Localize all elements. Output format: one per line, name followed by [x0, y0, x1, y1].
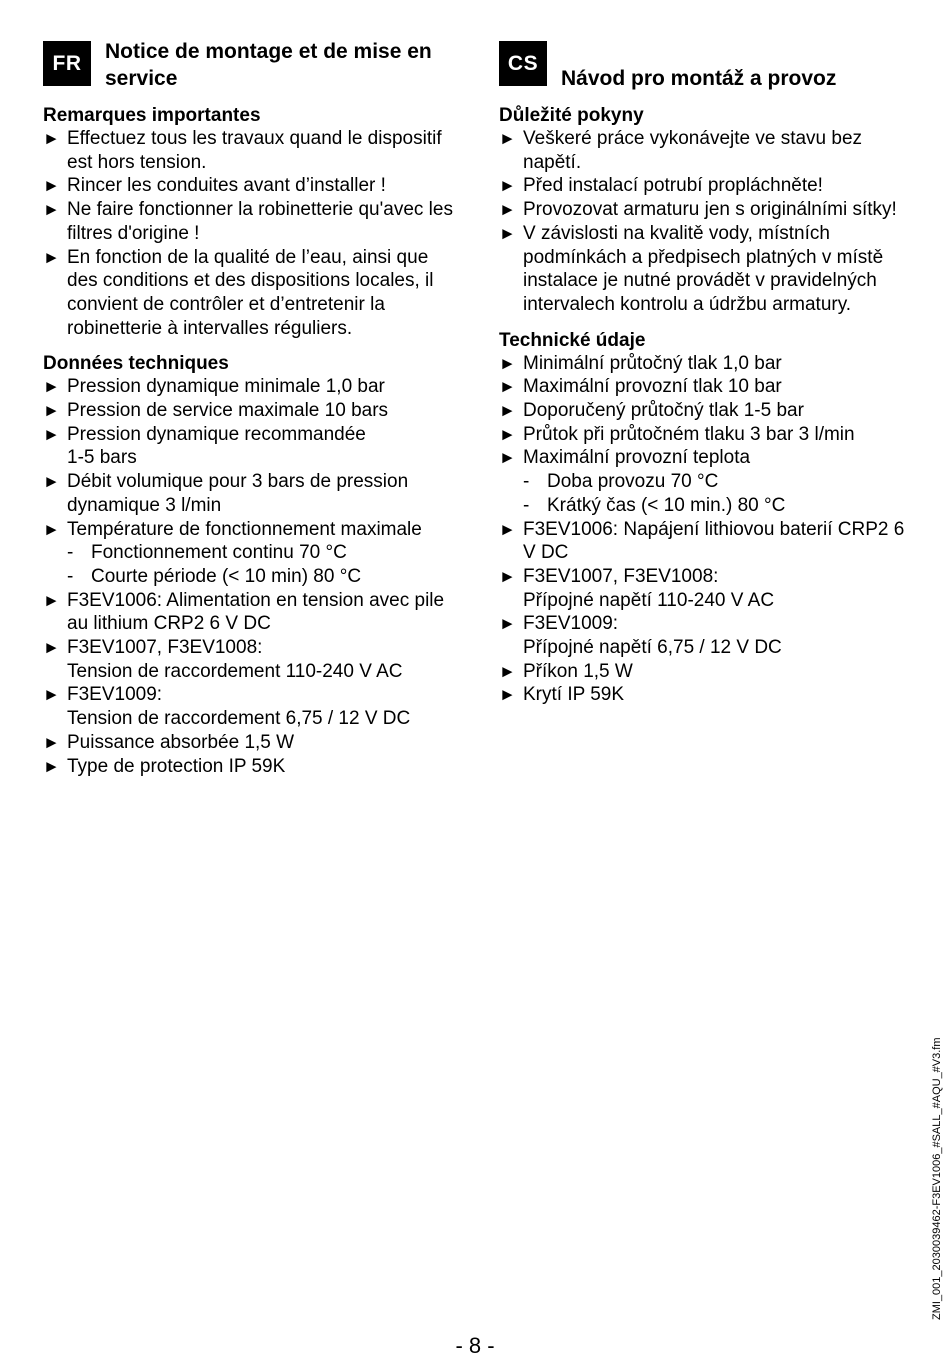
arrow-bullet-icon: ►	[499, 401, 516, 421]
list-item: ► En fonction de la qualité de l’eau, ainsi que des conditions et des dispositions locales, il convient de contrôler et d’entretenir la robinetterie à intervalles réguliers.	[43, 246, 434, 339]
list-item: ► Maximální provozní teplota - Doba provozu 70 °C - Krátký čas (< 10 min.) 80 °C	[499, 446, 919, 517]
page-title-fr: Notice de montage et de mise en service	[105, 40, 432, 90]
list-item: ► Puissance absorbée 1,5 W	[43, 731, 295, 753]
technical-list-fr	[43, 375, 463, 778]
arrow-bullet-icon: ►	[43, 519, 60, 539]
dash-marker: -	[67, 565, 74, 587]
arrow-bullet-icon: ►	[499, 614, 516, 634]
list-item: ► Pression dynamique minimale 1,0 bar	[43, 376, 385, 398]
list-item: ► V závislosti na kvalitě vody, místních podmínkách a předpisech platných v místě instalace je nutné provádět v pravidelných intervalech kontrolu a údržbu armatury.	[499, 222, 884, 315]
arrow-bullet-icon: ►	[499, 353, 516, 373]
arrow-bullet-icon: ►	[43, 472, 60, 492]
sub-list-item: - Doba provozu 70 °C	[523, 471, 719, 493]
list-item: ► Doporučený průtočný tlak 1-5 bar	[499, 400, 804, 422]
arrow-bullet-icon: ►	[499, 448, 516, 468]
arrow-bullet-icon: ►	[43, 685, 60, 705]
arrow-bullet-icon: ►	[499, 424, 516, 444]
page-title-cs: Návod pro montáž a provoz	[561, 67, 837, 90]
arrow-bullet-icon: ►	[499, 566, 516, 586]
list-item: ► F3EV1007, F3EV1008: Tension de raccordement 110-240 V AC	[43, 637, 403, 682]
sub-list-item: - Courte période (< 10 min) 80 °C	[67, 565, 362, 587]
sub-list	[67, 541, 463, 588]
arrow-bullet-icon: ►	[43, 424, 60, 444]
arrow-bullet-icon: ►	[43, 638, 60, 658]
list-item: ► Rincer les conduites avant d’installer !	[43, 175, 386, 197]
arrow-bullet-icon: ►	[43, 176, 60, 196]
sub-list-item: - Fonctionnement continu 70 °C	[67, 542, 347, 564]
arrow-bullet-icon: ►	[499, 200, 516, 220]
language-badge-fr: FR	[43, 41, 91, 86]
section-heading-technical-fr: Données techniques	[43, 353, 229, 375]
dash-marker: -	[67, 542, 74, 564]
list-item: ► Veškeré práce vykonávejte ve stavu bez napětí.	[499, 128, 863, 173]
list-item: ► Maximální provozní tlak 10 bar	[499, 376, 782, 398]
dash-marker: -	[523, 471, 530, 493]
arrow-bullet-icon: ►	[499, 176, 516, 196]
important-list-cs	[499, 127, 919, 317]
arrow-bullet-icon: ►	[43, 401, 60, 421]
list-item: ► F3EV1009: Přípojné napětí 6,75 / 12 V DC	[499, 613, 782, 659]
list-item: ► Débit volumique pour 3 bars de pression dynamique 3 l/min	[43, 471, 409, 516]
arrow-bullet-icon: ►	[43, 129, 60, 148]
section-heading-important-cs: Důležité pokyny	[499, 105, 644, 126]
list-item: ► Pression de service maximale 10 bars	[43, 400, 389, 422]
sub-list	[523, 470, 919, 517]
list-item: ► Provozovat armaturu jen s originálními sítky!	[499, 199, 897, 221]
important-list-fr	[43, 127, 463, 340]
list-item: ► Před instalací potrubí propláchněte!	[499, 175, 823, 197]
technical-list-cs	[499, 352, 919, 708]
column-cs	[499, 38, 919, 707]
list-item: ► Pression dynamique recommandée 1-5 bars	[43, 423, 366, 469]
list-item: ► Minimální průtočný tlak 1,0 bar	[499, 352, 782, 374]
document-file-code: ZMI_001_2030039462-F3EV1006_#SALL_#AQU_#V3.fm	[931, 1037, 943, 1320]
arrow-bullet-icon: ►	[499, 661, 516, 681]
header-cs	[499, 38, 919, 104]
section-heading-important-fr: Remarques importantes	[43, 105, 261, 126]
list-item: ► Type de protection IP 59K	[43, 755, 286, 777]
list-item: ► Krytí IP 59K	[499, 684, 625, 706]
arrow-bullet-icon: ►	[499, 377, 516, 397]
list-item: ► F3EV1006: Napájení lithiovou baterií CRP2 6 V DC	[499, 518, 905, 564]
arrow-bullet-icon: ►	[43, 590, 60, 610]
arrow-bullet-icon: ►	[43, 200, 60, 220]
arrow-bullet-icon: ►	[43, 247, 60, 267]
dash-marker: -	[523, 494, 530, 516]
arrow-bullet-icon: ►	[499, 519, 516, 539]
section-heading-technical-cs: Technické údaje	[499, 329, 646, 351]
list-item: ► Effectuez tous les travaux quand le dispositif est hors tension.	[43, 128, 442, 173]
arrow-bullet-icon: ►	[499, 223, 516, 243]
arrow-bullet-icon: ►	[499, 129, 516, 148]
language-badge-cs: CS	[499, 41, 547, 86]
list-item: ► F3EV1009: Tension de raccordement 6,75 / 12 V DC	[43, 684, 411, 730]
sub-list-item: - Krátký čas (< 10 min.) 80 °C	[523, 494, 786, 516]
list-item: ► Température de fonctionnement maximale - Fonctionnement continu 70 °C - Courte période (< 10 min) 80 °C	[43, 518, 463, 589]
list-item: ► Ne faire fonctionner la robinetterie qu'avec les filtres d'origine !	[43, 199, 453, 244]
page-number: - 8 -	[455, 1333, 495, 1358]
arrow-bullet-icon: ►	[499, 685, 516, 705]
header-fr	[43, 38, 463, 104]
arrow-bullet-icon: ►	[43, 377, 60, 397]
list-item: ► Průtok při průtočném tlaku 3 bar 3 l/min	[499, 423, 855, 445]
list-item: ► F3EV1006: Alimentation en tension avec pile au lithium CRP2 6 V DC	[43, 589, 445, 635]
list-item: ► Příkon 1,5 W	[499, 660, 633, 682]
list-item: ► F3EV1007, F3EV1008: Přípojné napětí 110-240 V AC	[499, 565, 775, 611]
column-fr	[43, 38, 463, 778]
arrow-bullet-icon: ►	[43, 732, 60, 752]
arrow-bullet-icon: ►	[43, 756, 60, 776]
